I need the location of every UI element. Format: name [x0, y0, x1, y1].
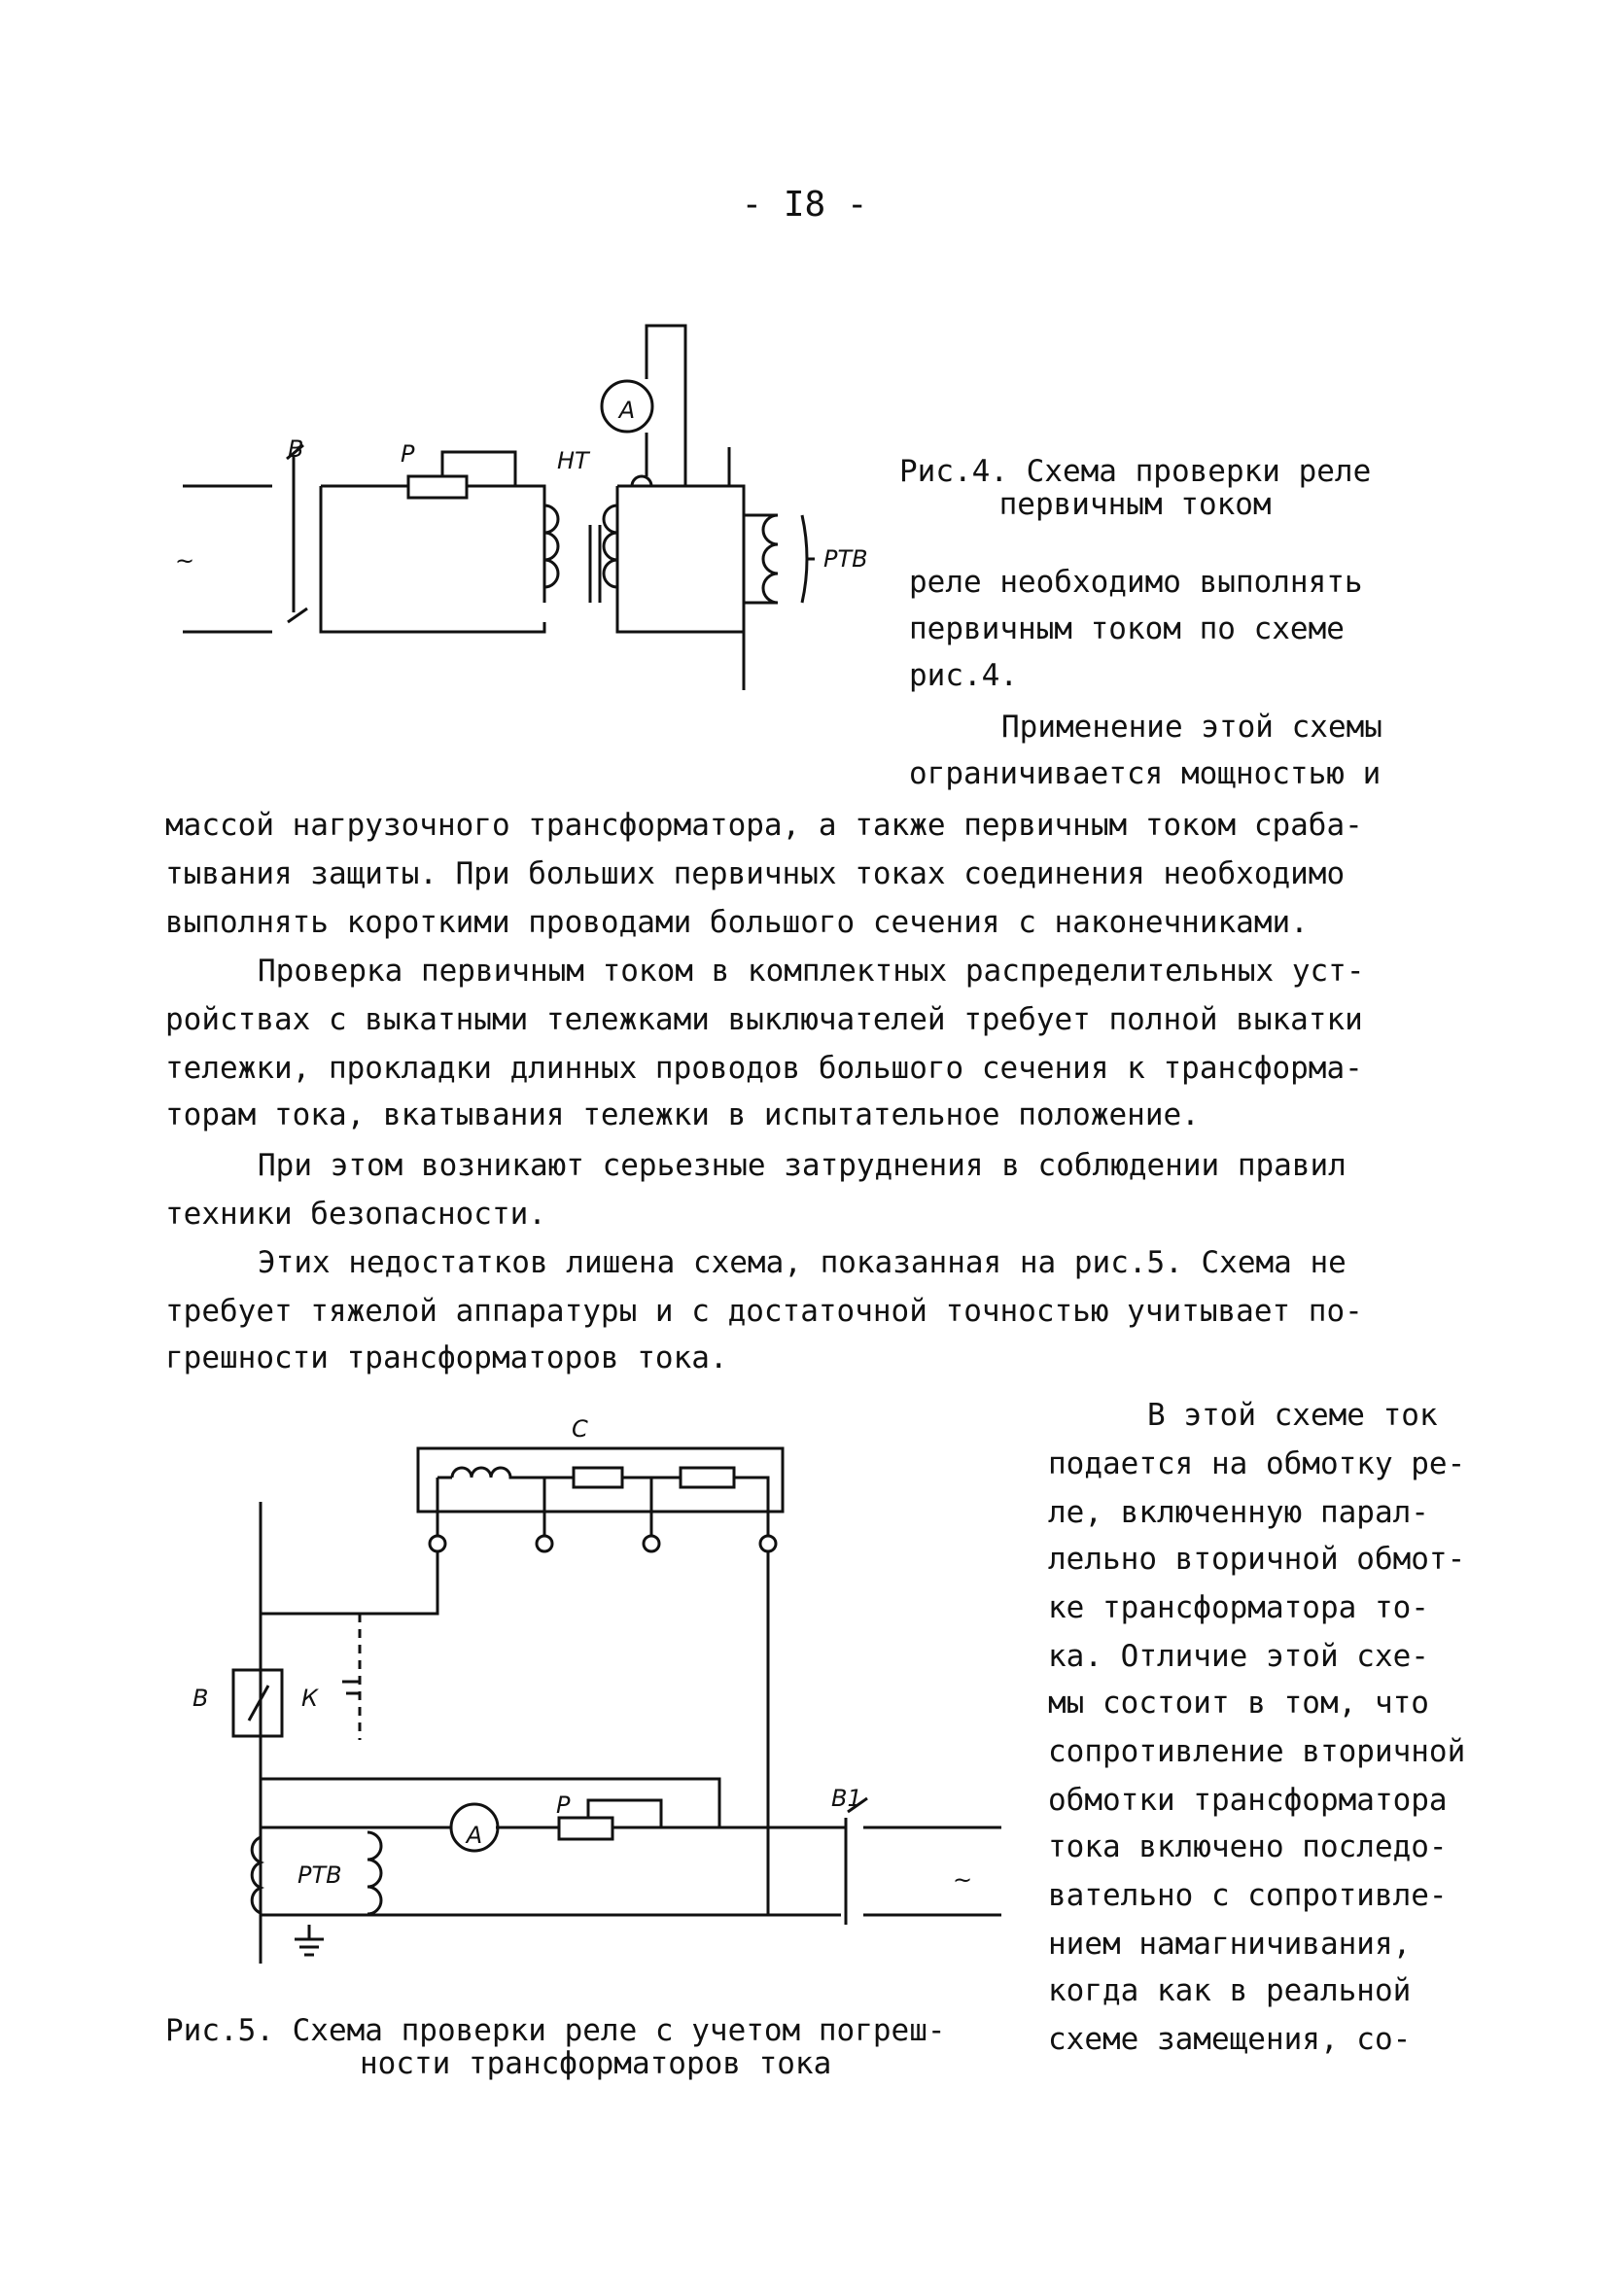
text-line: рис.4. — [909, 658, 1018, 693]
text-line: нием намагничивания, — [1048, 1927, 1412, 1962]
fig5-button-label: К — [301, 1685, 319, 1712]
fig4-switch-label: В — [288, 435, 304, 463]
text-line: ограничивается мощностью и — [909, 756, 1382, 791]
figure5-caption-line2: ности трансформаторов тока — [360, 2046, 832, 2081]
text-line: грешности трансформаторов тока. — [165, 1340, 728, 1375]
fig4-rheostat-label: Р — [401, 440, 415, 468]
text-line: требует тяжелой аппаратуры и с достаточной точностью учитывает по- — [165, 1294, 1363, 1329]
fig5-switch2-label: В1 — [831, 1785, 862, 1812]
fig4-source-label: ~ — [175, 547, 195, 574]
text-line: вательно с сопротивле- — [1048, 1878, 1448, 1913]
fig5-wiring — [233, 1448, 1001, 1964]
fig5-source-label: ~ — [953, 1866, 973, 1894]
fig4-relay-label: РТВ — [823, 545, 868, 573]
text-line: торам тока, вкатывания тележки в испытательное положение. — [165, 1097, 1200, 1132]
text-line: схеме замещения, со- — [1048, 2022, 1412, 2057]
page-number: - I8 - — [741, 185, 868, 225]
text-line: сопротивление вторичной — [1048, 1734, 1466, 1769]
fig5-box-label: С — [572, 1415, 588, 1443]
text-line: ле, включенную парал- — [1048, 1495, 1429, 1530]
text-line: техники безопасности. — [165, 1197, 546, 1232]
text-line: тока включено последо- — [1048, 1829, 1448, 1864]
text-line: ка. Отличие этой схе- — [1048, 1639, 1429, 1674]
text-line: Этих недостатков лишена схема, показанная на рис.5. Схема не — [258, 1245, 1347, 1280]
text-line: реле необходимо выполнять — [909, 565, 1363, 600]
text-line: тывания защиты. При больших первичных токах соединения необходимо — [165, 856, 1346, 891]
text-line: подается на обмотку ре- — [1048, 1446, 1466, 1481]
figure4-diagram — [165, 316, 868, 695]
text-line: ке трансформатора то- — [1048, 1590, 1429, 1625]
fig5-rheostat-label: Р — [556, 1792, 571, 1819]
fig5-relay-label: РТВ — [297, 1861, 342, 1889]
figure5-caption-line1: Рис.5. Схема проверки реле с учетом погреш- — [165, 2013, 946, 2048]
figure4-caption-line1: Рис.4. Схема проверки реле — [899, 454, 1372, 489]
fig4-transformer-label: НТ — [557, 447, 589, 474]
text-line: При этом возникают серьезные затруднения в соблюдении правил — [258, 1148, 1347, 1183]
fig5-ammeter-label: А — [466, 1822, 483, 1849]
text-line: Применение этой схемы — [1001, 710, 1382, 745]
figure5-diagram — [165, 1400, 1011, 1964]
fig4-ammeter-label: А — [618, 397, 636, 424]
text-line: выполнять короткими проводами большого сечения с наконечниками. — [165, 905, 1309, 940]
text-line: ройствах с выкатными тележками выключателей требует полной выкатки — [165, 1002, 1363, 1037]
text-line: первичным током по схеме — [909, 611, 1345, 646]
figure4-caption-line2: первичным током — [998, 487, 1272, 522]
text-line: тележки, прокладки длинных проводов большого сечения к трансформа- — [165, 1051, 1363, 1086]
text-line: обмотки трансформатора — [1048, 1783, 1448, 1818]
figure4-caption — [899, 455, 1371, 521]
text-line: лельно вторичной обмот- — [1048, 1542, 1466, 1577]
text-line: мы состоит в том, что — [1048, 1686, 1429, 1721]
text-line: В этой схеме ток — [1147, 1398, 1438, 1433]
fig5-switch-label: В — [192, 1685, 209, 1712]
figure5-caption — [165, 2014, 946, 2080]
text-line: когда как в реальной — [1048, 1973, 1412, 2008]
text-line: массой нагрузочного трансформатора, а также первичным током сраба- — [165, 808, 1363, 843]
fig4-wiring — [183, 326, 815, 690]
text-line: Проверка первичным током в комплектных распределительных уст- — [258, 954, 1365, 989]
